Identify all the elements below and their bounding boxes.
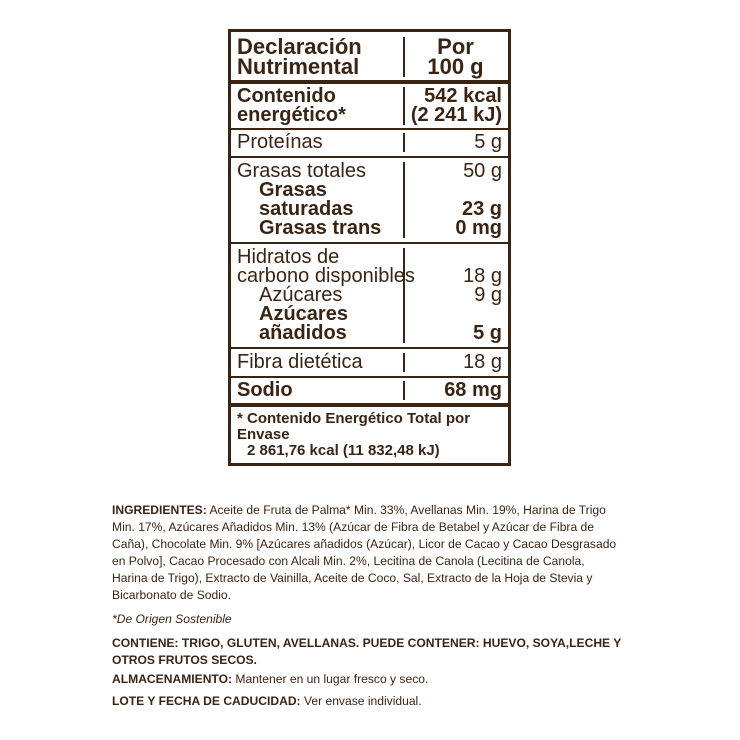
carbs-label-line2: carbono disponibles <box>237 265 415 287</box>
footnote-line2: 2 861,76 kcal (11 832,48 kJ) <box>247 442 440 459</box>
energy-label <box>231 87 405 125</box>
contains-block <box>112 635 632 669</box>
fats-label: Grasas totales <box>237 160 366 182</box>
energy-label-line2: energético* <box>237 104 346 126</box>
header-right <box>405 34 508 79</box>
storage-heading: ALMACENAMIENTO: <box>112 672 233 686</box>
added-label-line2: añadidos <box>259 322 347 344</box>
sodium-value: 68 mg <box>444 379 502 401</box>
table-footnote <box>231 407 508 463</box>
added-label-line1: Azúcares <box>259 303 348 325</box>
row-sodium <box>231 378 508 407</box>
table-header <box>231 32 508 84</box>
footnote-line1: * Contenido Energético Total por Envase <box>237 410 471 443</box>
row-protein <box>231 130 508 158</box>
header-per-line2: 100 g <box>427 54 484 79</box>
fats-labels <box>231 162 405 238</box>
fiber-label-cell <box>231 353 405 372</box>
header-title-line1: Declaración <box>237 34 362 59</box>
row-carbs-group <box>231 244 508 349</box>
ingredients-text-3: Caña), Chocolate Min. 9% [Azúcares añadidos (Azúcar), Licor de Cacao y Cacao Desgrasado <box>112 537 617 551</box>
ingredients-text-1: Aceite de Fruta de Palma* Min. 33%, Avellanas Min. 19%, Harina de Trigo <box>206 503 606 517</box>
trans-label: Grasas trans <box>259 217 382 239</box>
sugars-value: 9 g <box>474 284 502 306</box>
fats-value: 50 g <box>463 160 502 182</box>
energy-label-line1: Contenido <box>237 85 336 107</box>
sodium-label-cell <box>231 381 405 400</box>
sat-label-line1: Grasas <box>259 179 327 201</box>
sodium-value-cell <box>405 381 508 400</box>
contains-line1: CONTIENE: TRIGO, GLUTEN, AVELLANAS. PUEDE CONTENER: HUEVO, SOYA,LECHE Y <box>112 636 622 650</box>
ingredients-text-4: en Polvo], Cacao Procesado con Alcali Min. 2%, Lecitina de Canola (Lecitina de Canola, <box>112 554 585 568</box>
fiber-value-cell <box>405 353 508 372</box>
ingredients-text-5: Harina de Trigo), Extracto de Vainilla, Aceite de Coco, Sal, Extracto de la Hoja de Stevia y <box>112 571 593 585</box>
row-fiber <box>231 349 508 378</box>
ingredients-block <box>112 502 632 604</box>
fiber-label: Fibra dietética <box>237 351 363 373</box>
sat-value: 23 g <box>461 198 502 220</box>
storage-line <box>112 671 632 688</box>
lot-heading: LOTE Y FECHA DE CADUCIDAD: <box>112 694 301 708</box>
carbs-value: 18 g <box>463 265 502 287</box>
energy-kcal: 542 kcal <box>424 85 502 107</box>
header-per-line1: Por <box>437 34 474 59</box>
trans-value: 0 mg <box>455 217 502 239</box>
row-energy <box>231 84 508 130</box>
row-fats-group <box>231 158 508 244</box>
ingredients-text-2: Min. 17%, Azúcares Añadidos Min. 13% (Azúcar de Fibra de Betabel y Azúcar de Fibra de <box>112 520 594 534</box>
protein-value-cell <box>405 133 508 152</box>
header-title-line2: Nutrimental <box>237 54 360 79</box>
ingredients-line1 <box>112 502 632 519</box>
sugars-label: Azúcares <box>259 284 343 306</box>
carbs-label-line1: Hidratos de <box>237 246 340 268</box>
carbs-values <box>405 248 508 343</box>
sat-label-line2: saturadas <box>259 198 354 220</box>
carbs-labels <box>231 246 415 344</box>
lot-text: Ver envase individual. <box>300 694 422 708</box>
fiber-value: 18 g <box>463 351 502 373</box>
storage-text: Mantener en un lugar fresco y seco. <box>232 672 429 686</box>
energy-value <box>405 87 508 125</box>
contains-line2: OTROS FRUTOS SECOS. <box>112 653 257 667</box>
lot-line <box>112 693 632 710</box>
nutrition-table <box>228 29 511 466</box>
protein-value: 5 g <box>474 131 502 153</box>
header-left <box>231 34 405 79</box>
sodium-label: Sodio <box>237 379 293 401</box>
ingredients-text-6: Bicarbonato de Sodio. <box>112 588 232 602</box>
origin-note: *De Origen Sostenible <box>112 612 232 626</box>
protein-label: Proteínas <box>237 131 323 153</box>
protein-label-cell <box>231 133 405 152</box>
ingredients-heading: INGREDIENTES: <box>112 503 207 517</box>
added-value: 5 g <box>473 322 502 344</box>
fats-values <box>405 162 508 238</box>
energy-kj: (2 241 kJ) <box>410 104 502 126</box>
